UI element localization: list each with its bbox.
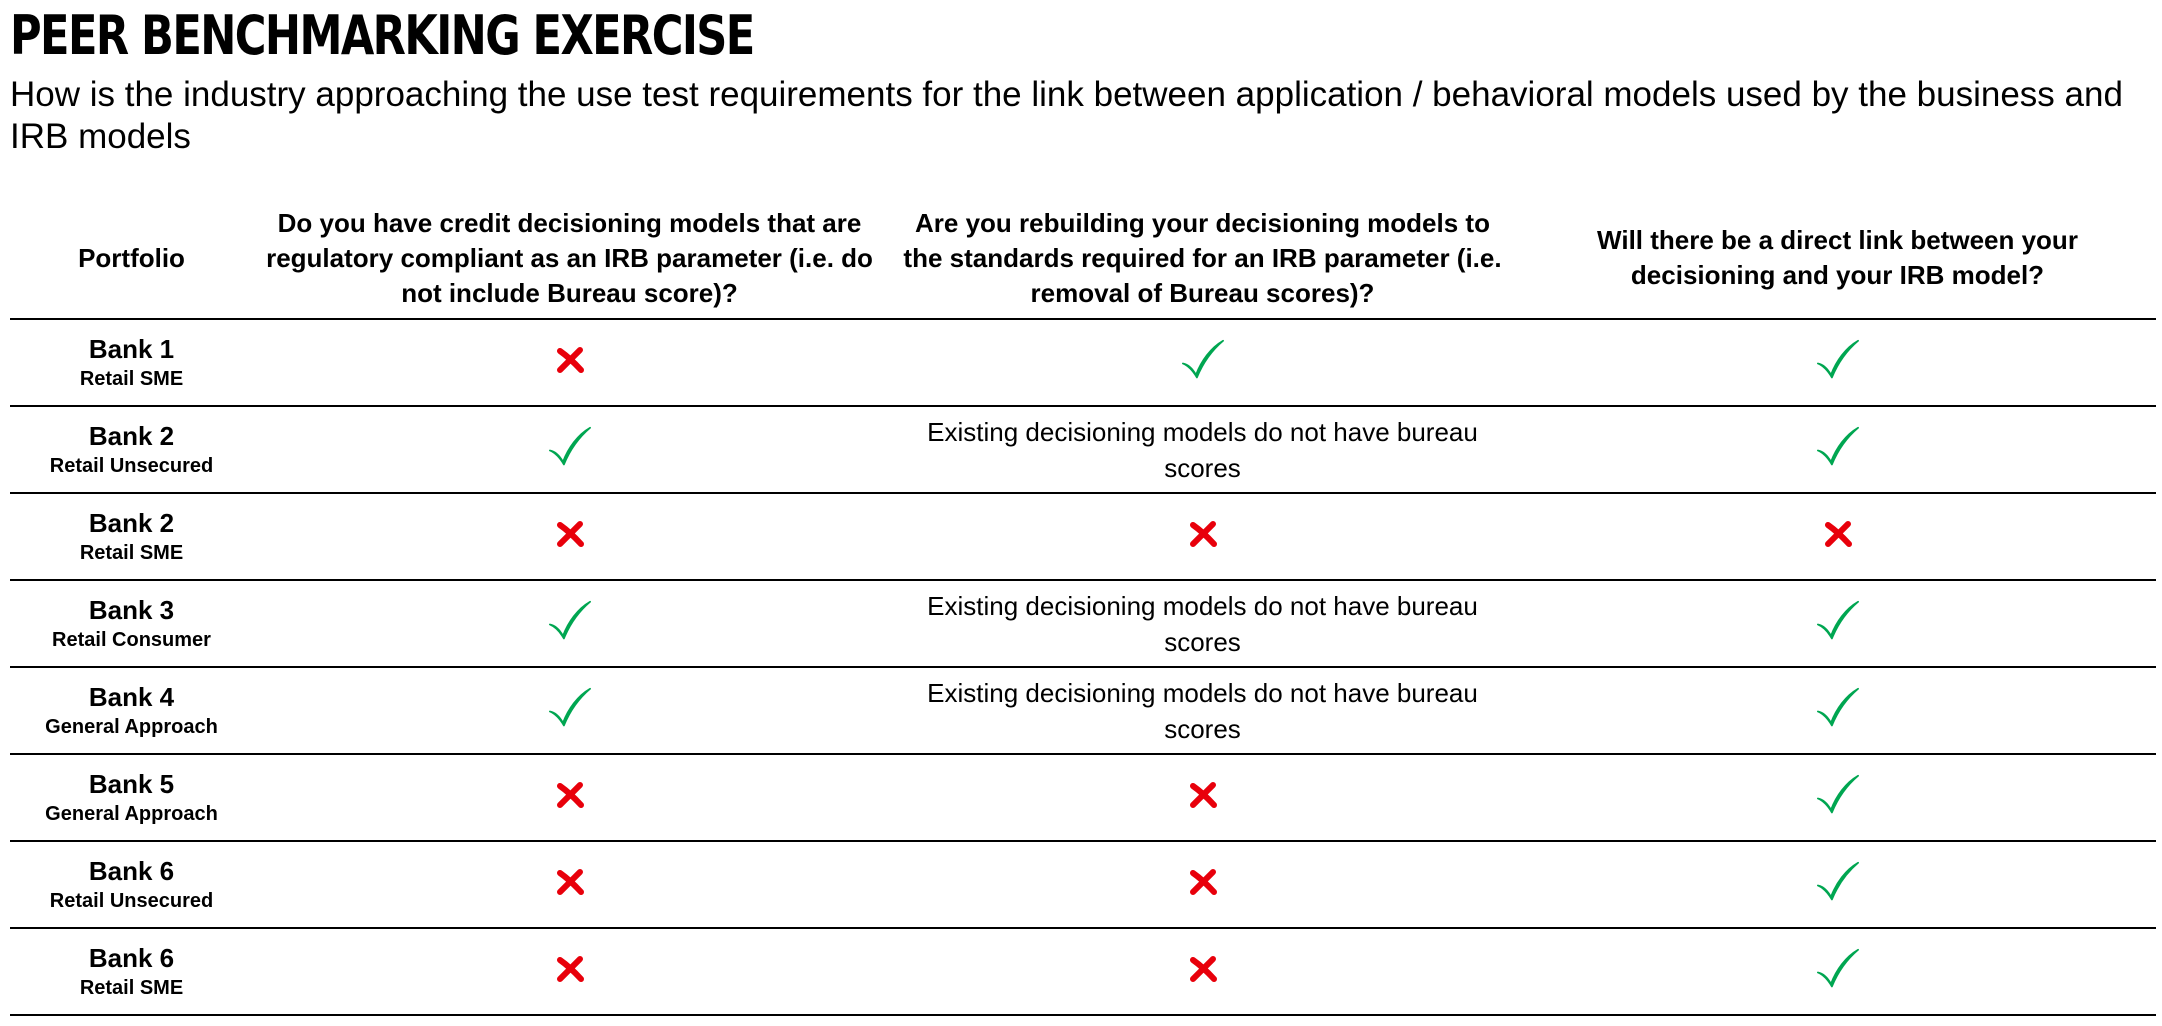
q2-answer-cell <box>886 406 1519 493</box>
page-title: PEER BENCHMARKING EXERCISE <box>10 4 754 67</box>
q3-answer-cell <box>1519 406 2156 493</box>
cross-icon <box>1188 780 1218 815</box>
cross-icon <box>1823 519 1853 554</box>
q1-answer-cell <box>253 667 886 754</box>
cross-icon <box>555 867 585 902</box>
q3-answer-cell <box>1519 928 2156 1015</box>
cross-icon <box>555 780 585 815</box>
check-icon <box>548 600 592 647</box>
portfolio-cell <box>10 754 253 841</box>
bank-name: Bank 5 <box>88 768 175 799</box>
answer-note: Existing decisioning models do not have bureau scores <box>927 590 1478 657</box>
cross-icon <box>555 519 585 554</box>
q1-answer-cell <box>253 406 886 493</box>
table-header <box>10 198 2156 319</box>
q3-answer-cell <box>1519 493 2156 580</box>
check-icon <box>1816 948 1860 995</box>
q1-answer-cell <box>253 319 886 406</box>
header-compliant-models: Do you have credit decisioning models that are regulatory compliant as an IRB parameter (i.e. do not include Bureau score)? <box>253 198 886 319</box>
check-icon <box>548 426 592 473</box>
header-direct-link: Will there be a direct link between your decisioning and your IRB model? <box>1519 198 2156 319</box>
q1-answer-cell <box>253 928 886 1015</box>
bank-name: Bank 6 <box>88 942 175 973</box>
benchmark-table <box>10 198 2156 1016</box>
check-icon <box>1816 774 1860 821</box>
q3-answer-cell <box>1519 667 2156 754</box>
check-icon <box>1816 426 1860 473</box>
q3-answer-cell <box>1519 754 2156 841</box>
portfolio-cell <box>10 319 253 406</box>
q1-answer-cell <box>253 754 886 841</box>
portfolio-cell <box>10 406 253 493</box>
q2-answer-cell <box>886 493 1519 580</box>
table-row <box>10 319 2156 406</box>
portfolio-cell <box>10 580 253 667</box>
q2-answer-cell <box>886 841 1519 928</box>
q1-answer-cell <box>253 580 886 667</box>
portfolio-segment: Retail Unsecured <box>49 889 214 912</box>
portfolio-segment: Retail SME <box>79 976 184 999</box>
page-subtitle: How is the industry approaching the use test requirements for the link between application / behavioral models used by the business and IRB models <box>10 75 2123 156</box>
cross-icon <box>555 954 585 989</box>
q1-answer-cell <box>253 841 886 928</box>
portfolio-cell <box>10 667 253 754</box>
bank-name: Bank 1 <box>88 333 175 364</box>
check-icon <box>1816 339 1860 386</box>
table-row <box>10 667 2156 754</box>
cross-icon <box>1188 867 1218 902</box>
header-portfolio: Portfolio <box>10 198 253 319</box>
portfolio-segment: General Approach <box>45 802 218 825</box>
portfolio-segment: Retail SME <box>79 541 184 564</box>
q1-answer-cell <box>253 493 886 580</box>
bank-name: Bank 4 <box>88 681 175 712</box>
portfolio-segment: Retail SME <box>79 367 184 390</box>
cross-icon <box>1188 954 1218 989</box>
portfolio-cell <box>10 493 253 580</box>
q3-answer-cell <box>1519 319 2156 406</box>
q2-answer-cell <box>886 667 1519 754</box>
portfolio-segment: Retail Unsecured <box>49 454 214 477</box>
answer-note: Existing decisioning models do not have bureau scores <box>927 677 1478 744</box>
table-row <box>10 406 2156 493</box>
q2-answer-cell <box>886 580 1519 667</box>
portfolio-cell <box>10 841 253 928</box>
table-row <box>10 580 2156 667</box>
q2-answer-cell <box>886 928 1519 1015</box>
check-icon <box>1816 861 1860 908</box>
answer-note: Existing decisioning models do not have bureau scores <box>927 416 1478 483</box>
cross-icon <box>1188 519 1218 554</box>
table-row <box>10 841 2156 928</box>
bank-name: Bank 3 <box>88 594 175 625</box>
portfolio-cell <box>10 928 253 1015</box>
q3-answer-cell <box>1519 580 2156 667</box>
portfolio-segment: General Approach <box>45 715 218 738</box>
table-row <box>10 754 2156 841</box>
table-body <box>10 319 2156 1015</box>
header-row <box>10 198 2156 319</box>
check-icon <box>1816 600 1860 647</box>
bank-name: Bank 2 <box>88 507 175 538</box>
check-icon <box>1816 687 1860 734</box>
check-icon <box>548 687 592 734</box>
portfolio-segment: Retail Consumer <box>52 628 211 651</box>
header-rebuilding-models: Are you rebuilding your decisioning models to the standards required for an IRB parameter (i.e. removal of Bureau scores)? <box>886 198 1519 319</box>
q2-answer-cell <box>886 319 1519 406</box>
cross-icon <box>555 345 585 380</box>
q3-answer-cell <box>1519 841 2156 928</box>
bank-name: Bank 2 <box>88 420 175 451</box>
table-row <box>10 928 2156 1015</box>
check-icon <box>1181 339 1225 386</box>
table-row <box>10 493 2156 580</box>
q2-answer-cell <box>886 754 1519 841</box>
bank-name: Bank 6 <box>88 855 175 886</box>
